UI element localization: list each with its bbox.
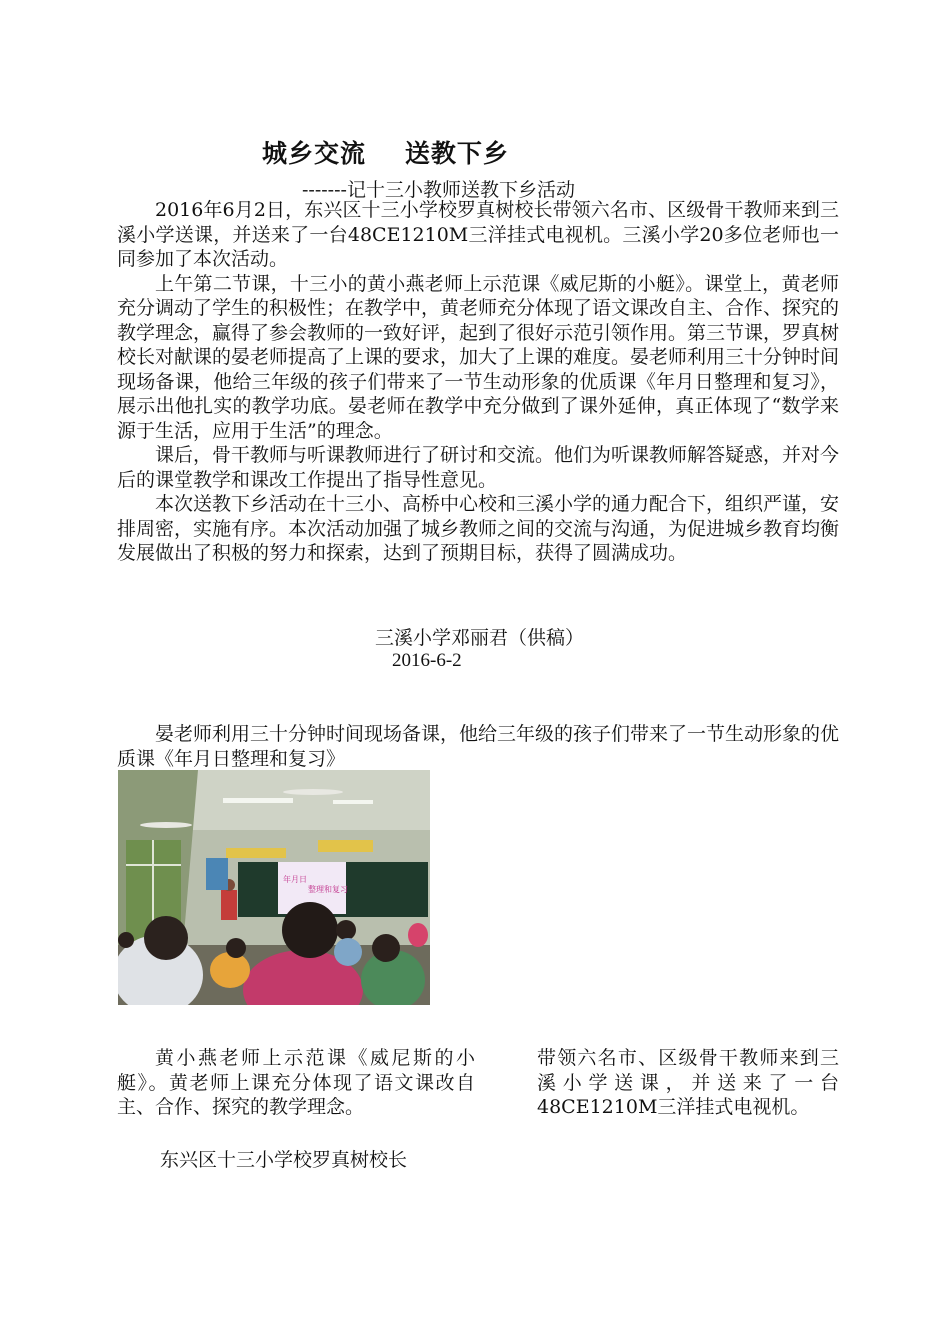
classroom-photo bbox=[118, 770, 430, 1005]
board-text: 年月日 bbox=[283, 875, 307, 884]
paragraph: 本次送教下乡活动在十三小、高桥中心校和三溪小学的通力配合下，组织严谨，安排周密，实施有序。本次活动加强了城乡教师之间的交流与沟通，为促进城乡教育均衡发展做出了积极的努力和探索，达到了预期目标，获得了圆满成功。 bbox=[117, 493, 840, 564]
paragraph: 上午第二节课，十三小的黄小燕老师上示范课《威尼斯的小艇》。课堂上，黄老师充分调动了学生的积极性；在教学中，黄老师充分体现了语文课改自主、合作、探究的教学理念，赢得了参会教师的一致好评，起到了很好示范引领作用。第三节课，罗真树校长对献课的晏老师提高了上课的要求，加大了上课的难度。晏老师利用三十分钟时间现场备课，他给三年级的孩子们带来了一节生动形象的优质课《年月日整理和复习》，展示出他扎实的教学功底。晏老师在教学中充分做到了课外延伸，真正体现了“数学来源于生活，应用于生活”的理念。 bbox=[117, 272, 840, 442]
author-signature: 三溪小学邓丽君（供稿） bbox=[375, 627, 585, 649]
left-column-text-2: 东兴区十三小学校罗真树校长 bbox=[160, 1149, 408, 1171]
page-subtitle: -------记十三小教师送教下乡活动 bbox=[302, 179, 575, 201]
paragraph: 2016年6月2日，东兴区十三小学校罗真树校长带领六名市、区级骨干教师来到三溪小学送课，并送来了一台48CE1210M三洋挂式电视机。三溪小学20多位老师也一同参加了本次活动。 bbox=[117, 199, 839, 270]
left-column-text: 黄小燕老师上示范课《威尼斯的小艇》。黄老师上课充分体现了语文课改自主、合作、探究的教学理念。 bbox=[117, 1047, 475, 1118]
photo-caption: 晏老师利用三十分钟时间现场备课，他给三年级的孩子们带来了一节生动形象的优质课《年月日整理和复习》 bbox=[117, 723, 840, 770]
page-title: 城乡交流 送教下乡 bbox=[262, 139, 509, 168]
board-text: 整理和复习 bbox=[308, 885, 348, 894]
article-body bbox=[117, 198, 839, 566]
paragraph: 课后，骨干教师与听课教师进行了研讨和交流。他们为听课教师解答疑惑，并对今后的课堂教学和课改工作提出了指导性意见。 bbox=[117, 444, 840, 491]
right-column-text: 带领六名市、区级骨干教师来到三溪小学送课，并送来了一台48CE1210M三洋挂式电视机。 bbox=[537, 1047, 839, 1118]
article-date: 2016-6-2 bbox=[392, 650, 462, 671]
